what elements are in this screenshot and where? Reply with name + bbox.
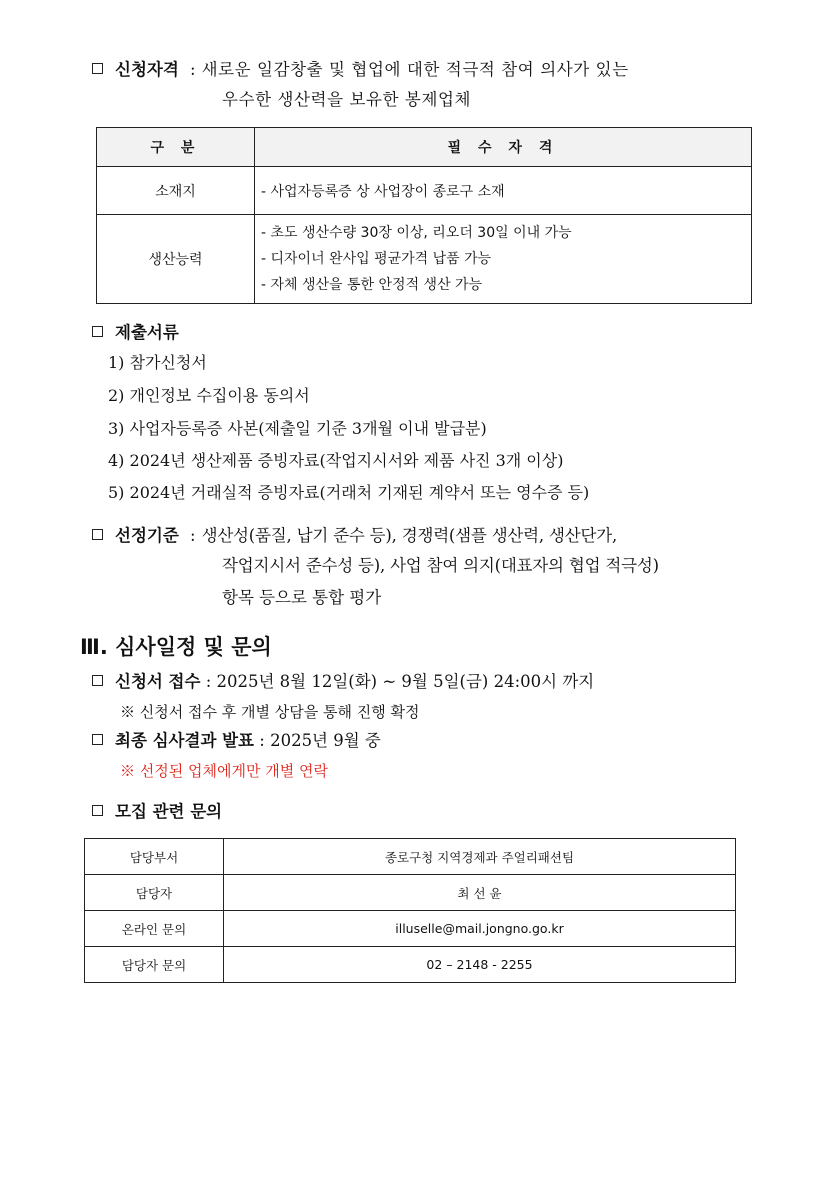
contact-row bbox=[85, 911, 736, 947]
criteria-text2: 작업지시서 준수성 등), 사업 참여 의지(대표자의 협업 적극성) bbox=[222, 556, 659, 575]
criteria-sep: : bbox=[190, 526, 196, 545]
requirements-row-location bbox=[97, 167, 752, 215]
contact-label: 담당자 bbox=[85, 875, 224, 911]
eligibility-line1 bbox=[92, 59, 629, 81]
contact-row bbox=[85, 839, 736, 875]
criteria-text1: 생산성(품질, 납기 준수 등), 경쟁력(샘플 생산력, 생산단가, bbox=[201, 526, 617, 545]
contact-row bbox=[85, 947, 736, 983]
row-label: 생산능력 bbox=[97, 215, 255, 304]
checkbox-icon bbox=[92, 805, 103, 816]
eligibility-text1: 새로운 일감창출 및 협업에 대한 적극적 참여 의사가 있는 bbox=[201, 60, 629, 79]
requirement-item: - 초도 생산수량 30장 이상, 리오더 30일 이내 가능 bbox=[261, 225, 572, 241]
requirements-header-row bbox=[97, 128, 752, 167]
documents-heading: 제출서류 bbox=[92, 322, 179, 344]
checkbox-icon bbox=[92, 326, 103, 337]
header-requirement: 필 수 자 격 bbox=[255, 128, 752, 167]
row-value bbox=[255, 215, 752, 304]
section-title: Ⅲ. 심사일정 및 문의 bbox=[80, 635, 272, 659]
document-item: 4) 2024년 생산제품 증빙자료(작업지시서와 제품 사진 3개 이상) bbox=[108, 451, 564, 470]
contact-email-link[interactable]: illuselle@mail.jongno.go.kr bbox=[224, 911, 736, 947]
requirements-row-capacity bbox=[97, 215, 752, 304]
requirement-item: - 사업자등록증 상 사업장이 종로구 소재 bbox=[261, 183, 505, 200]
checkbox-icon bbox=[92, 675, 103, 686]
checkbox-icon bbox=[92, 734, 103, 745]
document-item: 1) 참가신청서 bbox=[108, 353, 207, 372]
contact-value: 02 – 2148 - 2255 bbox=[224, 947, 736, 983]
contact-label: 담당자 문의 bbox=[85, 947, 224, 983]
requirements-table bbox=[96, 127, 752, 304]
contact-heading: 모집 관련 문의 bbox=[92, 801, 222, 823]
contact-label: 온라인 문의 bbox=[85, 911, 224, 947]
document-item: 2) 개인정보 수집이용 동의서 bbox=[108, 386, 310, 405]
contact-label: 담당부서 bbox=[85, 839, 224, 875]
requirement-item: - 디자이너 완사입 평균가격 납품 가능 bbox=[261, 251, 492, 267]
result-line: 최종 심사결과 발표 : 2025년 9월 중 bbox=[92, 730, 381, 752]
row-value bbox=[255, 167, 752, 215]
criteria-label: 선정기준 bbox=[115, 526, 179, 545]
contact-table bbox=[84, 838, 736, 983]
eligibility-sep: : bbox=[190, 60, 196, 79]
row-label: 소재지 bbox=[97, 167, 255, 215]
apply-note: ※ 신청서 접수 후 개별 상담을 통해 진행 확정 bbox=[120, 703, 420, 721]
contact-value: 종로구청 지역경제과 주얼리패션팀 bbox=[224, 839, 736, 875]
result-note: ※ 선정된 업체에게만 개별 연락 bbox=[120, 762, 328, 780]
eligibility-label: 신청자격 bbox=[115, 60, 179, 79]
checkbox-icon bbox=[92, 63, 103, 74]
document-item: 5) 2024년 거래실적 증빙자료(거래처 기재된 계약서 또는 영수증 등) bbox=[108, 483, 590, 502]
contact-row bbox=[85, 875, 736, 911]
criteria-text3: 항목 등으로 통합 평가 bbox=[222, 588, 382, 607]
contact-value: 최 선 윤 bbox=[224, 875, 736, 911]
header-category: 구 분 bbox=[97, 128, 255, 167]
apply-line: 신청서 접수 : 2025년 8월 12일(화) ~ 9월 5일(금) 24:00시 까지 bbox=[92, 671, 594, 693]
criteria-line1 bbox=[92, 525, 617, 547]
checkbox-icon bbox=[92, 529, 103, 540]
document-item: 3) 사업자등록증 사본(제출일 기준 3개월 이내 발급분) bbox=[108, 419, 487, 438]
eligibility-text2: 우수한 생산력을 보유한 봉제업체 bbox=[222, 90, 472, 109]
requirement-item: - 자체 생산을 통한 안정적 생산 가능 bbox=[261, 277, 483, 293]
